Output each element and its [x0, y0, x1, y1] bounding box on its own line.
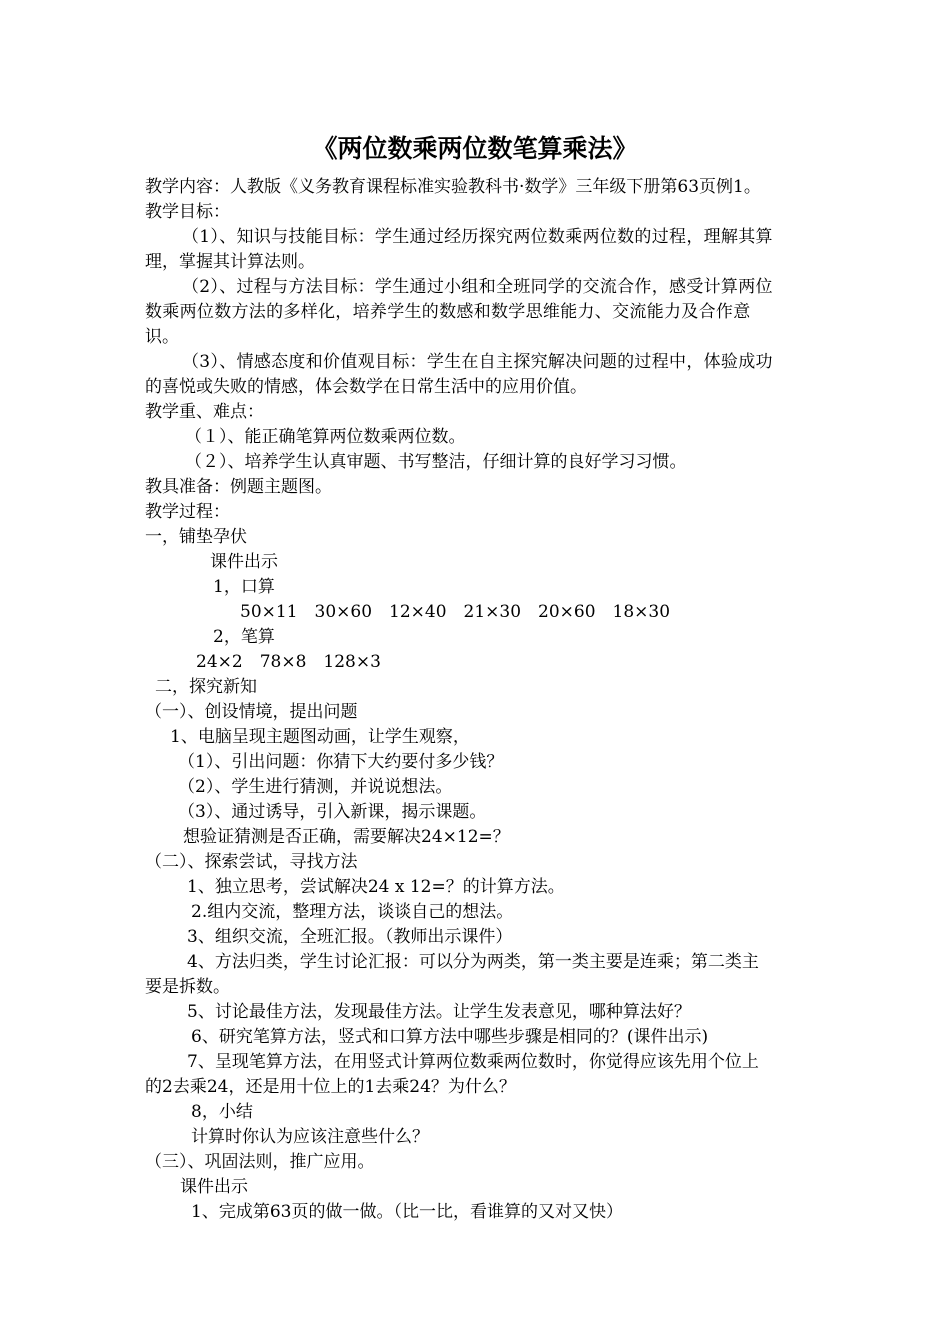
key-point-1: （１）、能正确笔算两位数乘两位数。: [185, 427, 466, 447]
document-title: 《两位数乘两位数笔算乘法》: [312, 134, 638, 163]
goal-2-line-2: 数乘两位数方法的多样化，培养学生的数感和数学思维能力、交流能力及合作意: [145, 302, 751, 322]
key-points-heading: 教学重、难点：: [145, 402, 264, 422]
explore-step-7-line-1: 7、呈现笔算方法，在用竖式计算两位数乘两位数时，你觉得应该先用个位上: [187, 1052, 759, 1072]
verify-guess-line: 想验证猜测是否正确，需要解决24×12=？: [183, 827, 510, 847]
explore-step-7-line-2: 的2去乘24，还是用十位上的1去乘24？为什么？: [145, 1077, 516, 1097]
teaching-content-line: 教学内容：人教版《义务教育课程标准实验教科书·数学》三年级下册第63页例1。: [145, 177, 761, 197]
key-point-2: （２）、培养学生认真审题、书写整洁，仔细计算的良好学习习惯。: [185, 452, 687, 472]
teaching-aids-line: 教具准备：例题主题图。: [145, 477, 332, 497]
subsection-1-heading: （一）、创设情境，提出问题: [145, 702, 358, 722]
goal-3-line-2: 的喜悦或失败的情感，体会数学在日常生活中的应用价值。: [145, 377, 587, 397]
written-calc-items: 24×2 78×8 128×3: [196, 652, 381, 672]
explore-step-6: 6、研究笔算方法，竖式和口算方法中哪些步骤是相同的？(课件出示): [191, 1027, 709, 1047]
subsection-3-heading: （三）、巩固法则，推广应用。: [145, 1152, 375, 1172]
summary-question: 计算时你认为应该注意些什么？: [191, 1127, 429, 1147]
section-2-heading: 二，探究新知: [155, 677, 257, 697]
question-3-line: （3）、通过诱导，引入新课，揭示课题。: [178, 802, 487, 822]
question-2-line: （2）、学生进行猜测，并说说想法。: [178, 777, 453, 797]
goal-2-line-3: 识。: [145, 327, 179, 347]
goal-2-line-1: （2）、过程与方法目标：学生通过小组和全班同学的交流合作，感受计算两位: [182, 277, 773, 297]
explore-step-4-line-2: 要是拆数。: [145, 977, 230, 997]
goal-1-line-2: 理，掌握其计算法则。: [145, 252, 315, 272]
oral-calc-items: 50×11 30×60 12×40 21×30 20×60 18×30: [240, 602, 671, 622]
subsection-2-heading: （二）、探索尝试，寻找方法: [145, 852, 358, 872]
question-1-line: （1）、引出问题：你猜下大约要付多少钱？: [178, 752, 504, 772]
goal-3-line-1: （3）、情感态度和价值观目标：学生在自主探究解决问题的过程中，体验成功: [182, 352, 773, 372]
courseware-display-1: 课件出示: [210, 552, 278, 572]
section-1-heading: 一，铺垫孕伏: [145, 527, 247, 547]
step-1-line: 1、电脑呈现主题图动画，让学生观察，: [170, 727, 470, 747]
teaching-process-heading: 教学过程：: [145, 502, 230, 522]
written-calc-heading: 2，笔算: [213, 627, 275, 647]
explore-step-4-line-1: 4、方法归类，学生讨论汇报：可以分为两类，第一类主要是连乘；第二类主: [187, 952, 759, 972]
summary-heading: 8，小结: [191, 1102, 253, 1122]
explore-step-5: 5、讨论最佳方法，发现最佳方法。让学生发表意见，哪种算法好？: [187, 1002, 691, 1022]
courseware-display-2: 课件出示: [180, 1177, 248, 1197]
practice-step-1: 1、完成第63页的做一做。（比一比，看谁算的又对又快）: [191, 1202, 623, 1222]
oral-calc-heading: 1，口算: [213, 577, 275, 597]
explore-step-1: 1、独立思考，尝试解决24 x 12=？的计算方法。: [187, 877, 565, 897]
teaching-goals-heading: 教学目标：: [145, 202, 230, 222]
goal-1-line-1: （1）、知识与技能目标：学生通过经历探究两位数乘两位数的过程，理解其算: [182, 227, 773, 247]
explore-step-2: 2.组内交流，整理方法，谈谈自己的想法。: [191, 902, 514, 922]
explore-step-3: 3、组织交流，全班汇报。（教师出示课件）: [187, 927, 513, 947]
